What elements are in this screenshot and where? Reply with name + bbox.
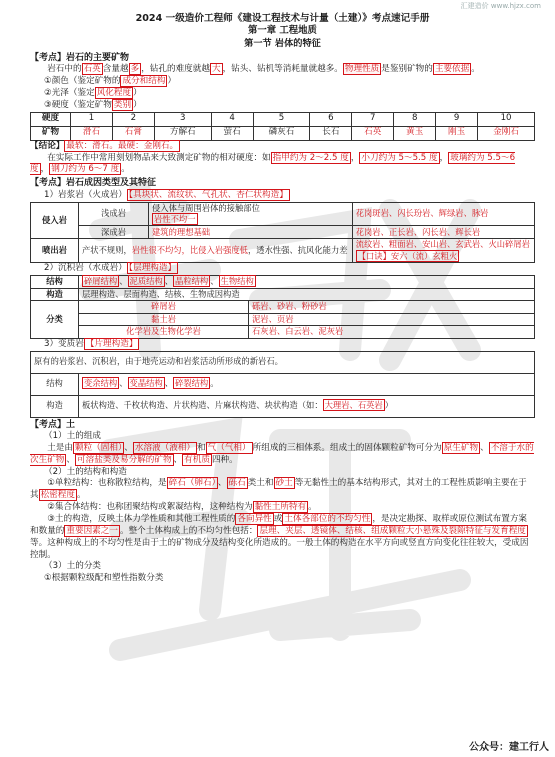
soil-single-grain: ①单粒结构：也称散粒结构，是 碎石（卵石） 、 砾石 类土和 砂土 等无黏性土的基本结构形式，其对土的工程性质影响主要在于其 松密程度 。 (30, 478, 527, 501)
table-row: 结构 变余结构 、 变晶结构 、 碎裂结构 。 (31, 373, 535, 395)
prop-color: ①颜色（鉴定矿物的 成分和结构 ） (44, 76, 177, 87)
igneous-table (30, 202, 535, 264)
doc-title: 2024 一级造价工程师《建设工程技术与计量（土建）》考点速记手册 (135, 13, 430, 24)
prop-luster: ②光泽（鉴定 风化程度 ） (44, 88, 142, 99)
table-row: 深成岩 建筑的理想基础 花岗岩、正长岩、闪长岩、辉长岩 (31, 226, 535, 239)
soil-s2: （2）土的结构和构造 (44, 466, 127, 477)
kd-soil-heading: 【考点】土 (30, 419, 76, 430)
hardness-field-test: 在实际工作中常用刻划物品来大致测定矿物的相对硬度：如 指甲约为 2～2.5 度 ， 小刀约为 5～5.5 度 ， 玻璃约为 5.5～6 度 ， 钢刀约为 6～7 度 。 (30, 152, 516, 175)
hardness-label: 硬度 (31, 112, 71, 126)
soil-composition: 土是由 颗粒（固相） 、 水溶液（液相） 和 气（气相） 所组成的三相体系。组成土的固体颗粒矿物可分为 原生矿物 、 不溶于水的次生矿物 、 可溶盐类及易分解的矿物 、 有机质 四种。 (30, 442, 534, 465)
kd-rock-types-heading: 【考点】岩石成因类型及其特征 (30, 178, 157, 189)
minerals-intro: 岩石中的 石英 含量越 多 ，钻孔的难度就越 大 ，钻头、钻机等消耗量就越多。 物理性质 是鉴别矿物的 主要依据 。 (47, 64, 480, 75)
soil-structure: ③土的构造，反映土体力学性质和其他工程性质的 各向异性 或 土体各部位的不均匀性 ，是决定勘探、取样或原位测试布置方案和数量的 重要因素之一 。整个土体构成上的不均匀性包括： 层理、夹层、透镜体、结核、组成颗粒大小悬殊及裂隙特征与发育程度等。这种构成上的不均匀性是由于土的矿物成分及结构变化所造成的。一般土体的构造在水平方向或竖直方向变化往往较大，受成因控制。 (30, 513, 529, 560)
soil-s3: （3）土的分类 (44, 561, 102, 572)
section-title: 第一节 岩体的特征 (244, 38, 321, 50)
table-row: 喷出岩 产状不规则，岩性很不均匀，比侵入岩强度低，透水性强、抗风化能力差 流纹岩、粗面岩、安山岩、玄武岩、火山碎屑岩 【口诀】安六（流）玄粗火 (31, 239, 535, 263)
document-page (30, 6, 535, 585)
mineral-label: 矿物 (31, 126, 71, 140)
footer-wechat: 公众号：建工行人 (469, 742, 549, 754)
hardness-table (30, 112, 535, 141)
soil-classification: ①根据颗粒级配和塑性指数分类 (44, 573, 164, 584)
metamorphic-title: 3）变质岩 【片理构造】 (44, 338, 138, 349)
prop-hardness: ③硬度（鉴定矿物 类别 ） (44, 99, 142, 110)
table-row: 原有的岩浆岩、沉积岩，由于地壳运动和岩浆活动所形成的新岩石。 (31, 351, 535, 373)
table-row: 构造 层理构造、层面构造、结核、生物成因构造 (31, 288, 535, 301)
sedimentary-title: 2）沉积岩（水成岩） 【层理构造】 (44, 263, 177, 274)
kd-minerals-heading: 【考点】岩石的主要矿物 (30, 52, 130, 63)
table-row: 黏土岩 泥岩、页岩 (31, 313, 535, 326)
table-row: 构造 板状构造、千枚状构造、片状构造、片麻状构造、块状构造（如： 大理岩、石英岩 ） (31, 395, 535, 417)
sedimentary-table (30, 275, 535, 339)
site-url: 汇建造价 www.hjzx.com (460, 2, 541, 10)
table-row: 矿物 滑石 石膏 方解石 萤石 磷灰石 长石 石英 黄玉 刚玉 金刚石 (31, 126, 535, 140)
metamorphic-table (30, 351, 535, 418)
soil-s1: （1）土的组成 (44, 430, 102, 441)
igneous-title: 1）岩浆岩（火成岩） 【具块状、流纹状、气孔状、杏仁状构造】 (44, 189, 288, 200)
table-row: 侵入岩 浅成岩 侵入体与周围岩体的接触部位 岩性不均一 花岗斑岩、闪长玢岩、辉绿岩、脉岩 (31, 202, 535, 226)
table-row: 硬度 1 2 3 4 5 6 7 8 9 10 (31, 112, 535, 126)
hardness-conclusion: 【结论】 最软：滑石。最硬：金刚石。 (30, 140, 179, 151)
table-row: 分类 碎屑岩 砾岩、砂岩、粉砂岩 (31, 301, 535, 314)
table-row: 结构 碎屑结构 、 泥质结构 、 晶粒结构 、 生物结构 (31, 276, 535, 289)
chapter-title: 第一章 工程地质 (248, 25, 317, 37)
soil-aggregate: ②集合体结构：也称团聚结构或絮凝结构，这种结构为 黏性土所特有 。 (47, 502, 317, 513)
table-row: 化学岩及生物化学岩 石灰岩、白云岩、泥灰岩 (31, 326, 535, 339)
